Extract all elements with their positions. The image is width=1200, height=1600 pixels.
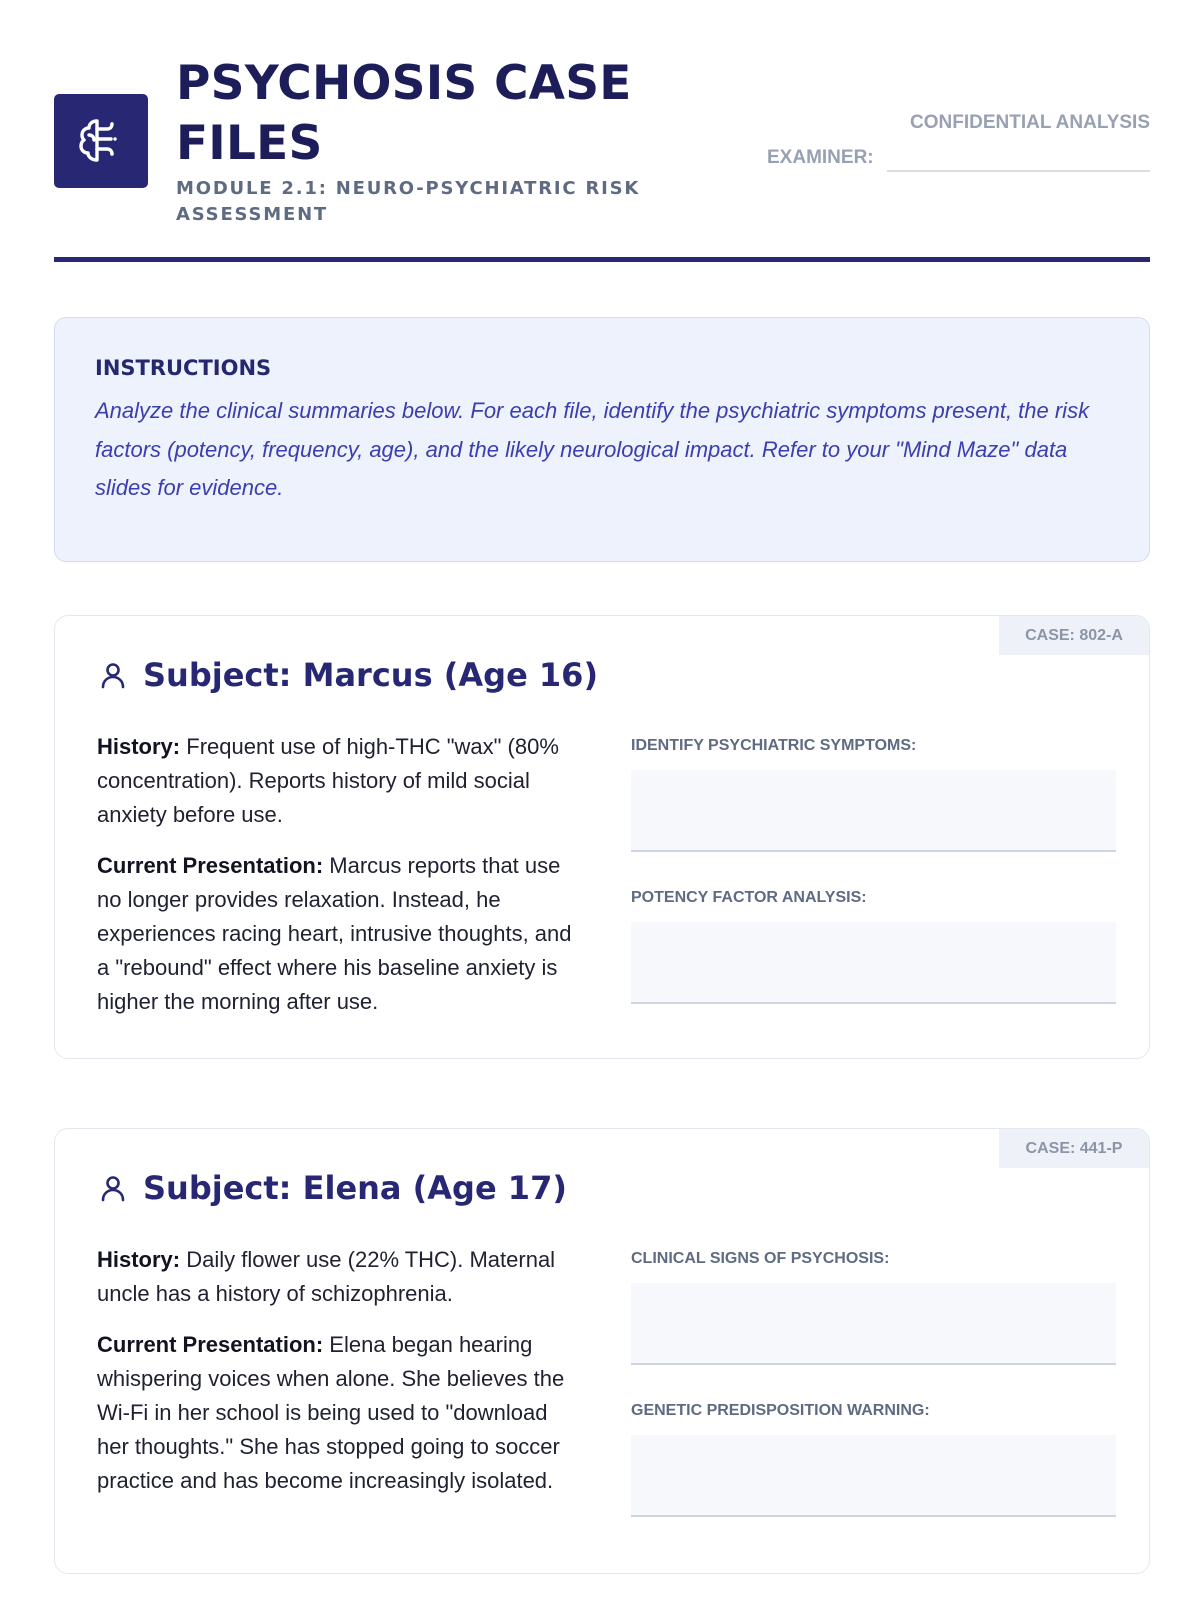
history-text: Daily flower use (22% THC). Maternal uncle has a history of schizophrenia. <box>97 1247 556 1306</box>
examiner-label: EXAMINER: <box>767 147 874 168</box>
page-header <box>54 52 1150 262</box>
presentation-text: Elena began hearing whispering voices when alone. She believes the Wi-Fi in her school is being used to "download her thoughts." She has stopped going to soccer practice and has become increasingly isolated. <box>97 1332 565 1493</box>
logo <box>54 94 148 188</box>
case-card <box>54 615 1150 1059</box>
field-label: GENETIC PREDISPOSITION WARNING: <box>631 1402 930 1419</box>
confidential-label: CONFIDENTIAL ANALYSIS <box>910 112 1150 133</box>
presentation-label: Current Presentation: <box>97 853 324 878</box>
answer-input[interactable] <box>631 1435 1116 1517</box>
user-icon <box>97 659 129 691</box>
user-icon <box>97 1172 129 1204</box>
brain-icon <box>75 115 127 167</box>
presentation-text: Marcus reports that use no longer provides relaxation. Instead, he experiences racing heart, intrusive thoughts, and a "rebound" effect where his baseline anxiety is higher the morning after use. <box>97 853 572 1014</box>
instructions-text: Analyze the clinical summaries below. For each file, identify the psychiatric symptoms present, the risk factors (potency, frequency, age), and the likely neurological impact. Refer to your "Mind Maze" data slides for evidence. <box>95 398 1090 500</box>
history-label: History: <box>97 1247 181 1272</box>
presentation-paragraph <box>97 849 575 1019</box>
examiner-field[interactable] <box>887 170 1150 172</box>
subject-name: Subject: Elena (Age 17) <box>143 1169 567 1207</box>
history-text: Frequent use of high-THC "wax" (80% concentration). Reports history of mild social anxiety before use. <box>97 734 559 827</box>
answer-fields <box>631 1247 1116 1551</box>
subject-name: Subject: Marcus (Age 16) <box>143 656 599 694</box>
answer-input[interactable] <box>631 922 1116 1004</box>
field-label: POTENCY FACTOR ANALYSIS: <box>631 889 867 906</box>
case-title <box>97 1169 567 1207</box>
history-label: History: <box>97 734 181 759</box>
case-id-badge: CASE: 441-P <box>999 1129 1149 1168</box>
case-card <box>54 1128 1150 1574</box>
field-label: CLINICAL SIGNS OF PSYCHOSIS: <box>631 1250 890 1267</box>
case-summary <box>97 1243 575 1515</box>
answer-input[interactable] <box>631 1283 1116 1365</box>
case-summary <box>97 730 575 1036</box>
presentation-label: Current Presentation: <box>97 1332 324 1357</box>
page-subtitle: MODULE 2.1: NEURO-PSYCHIATRIC RISK ASSESSMENT <box>176 178 641 225</box>
presentation-paragraph <box>97 1328 575 1498</box>
history-paragraph <box>97 1243 575 1311</box>
answer-fields <box>631 734 1116 1038</box>
field-label: IDENTIFY PSYCHIATRIC SYMPTOMS: <box>631 737 917 754</box>
case-title <box>97 656 598 694</box>
case-id-badge: CASE: 802-A <box>999 616 1149 655</box>
page-title: PSYCHOSIS CASE FILES <box>176 56 632 171</box>
instructions-panel <box>54 317 1150 562</box>
history-paragraph <box>97 730 575 832</box>
instructions-heading: INSTRUCTIONS <box>95 356 272 380</box>
answer-input[interactable] <box>631 770 1116 852</box>
